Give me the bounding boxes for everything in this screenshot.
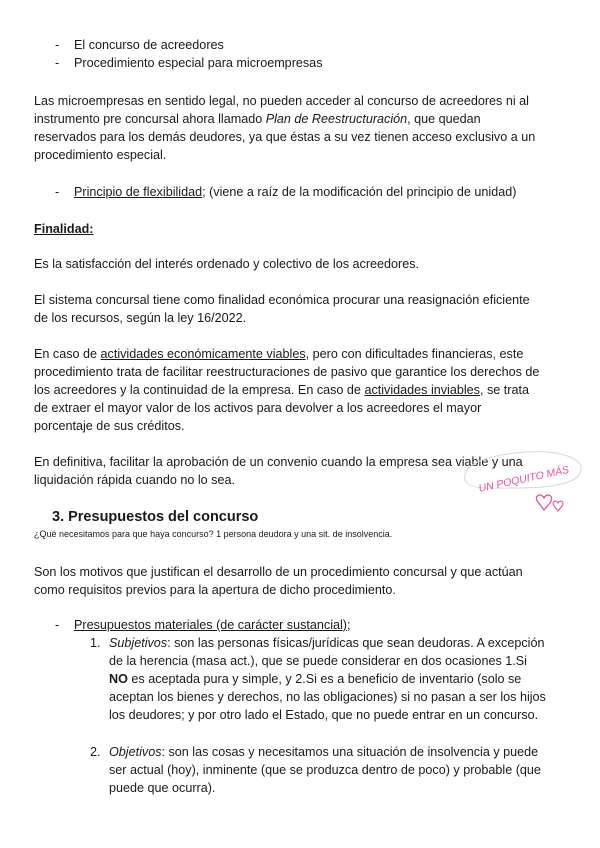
- handwritten-text: UN POQUITO MÁS: [477, 463, 571, 495]
- list-dash: -: [55, 56, 60, 70]
- list-dash: -: [55, 618, 60, 632]
- document-page: - El concurso de acreedores - Procedimiento especial para microempresas Las microempresas en sentido legal, no pueden acceder al concurso de acreedores ni al instrumento pre concursal ahora llamado Plan de Reestructuración, que quedan reservados para los demás deudores, ya que éstas a su vez tienen acceso exclusivo a un procedimiento especial. - Principio de flexibilidad; (viene a raíz de la modificación del principio de unidad) Finalidad: Es la satisfacción del interés ordenado y colectivo de los acreedores. El sistema concursal tiene como finalidad económica procurar una reasignación eficiente de los recursos, según la ley 16/2022. En caso de actividades económicamente viables, pero con dificultades financieras, este procedimiento trata de facilitar reestructuraciones de pasivo que garantice los derechos de los acreedores y la continuidad de la empresa. En caso de actividades inviables, se trata de extraer el mayor valor de los activos para devolver a los acreedores el mayor porcentaje de sus créditos. En definitiva, facilitar la aprobación de un convenio cuando la empresa sea viable y una liquidación rápida cuando no lo sea. UN POQUITO MÁS 3. Presupuestos del concurso ¿Qué necesitamos para que haya concurso? 1 persona deudora y una sit. de insolvencia. Son los motivos que justifican el desarrollo de un procedimiento concursal y que actúan como requisitos previos para la apertura de dicho procedimiento. - Presupuestos materiales (de carácter sustancial); 1. Subjetivos: son las personas físicas/jurídicas que sean deudoras. A excepción de la herencia (masa act.), que se puede considerar en dos ocasiones 1.Si NO es aceptada pura y simple, y 2.Si es a beneficio de inventario (solo se aceptan los bienes y derechos, no las obligaciones) si no pasan a ser los hijos los deudores; y por otro lado el Estado, que no puede entrar en un concurso. 2. Objetivos: son las cosas y necesitamos una situación de insolvencia y puede ser actual (hoy), inminente (que se produzca dentro de poco) y probable (que puede que ocurra).: [0, 0, 600, 848]
- list-item: El concurso de acreedores: [74, 38, 224, 52]
- list-dash: -: [55, 185, 60, 199]
- heart-icon: [536, 495, 563, 511]
- heading-finalidad: Finalidad:: [34, 222, 94, 236]
- list-item-presupuestos: Presupuestos materiales (de carácter sustancial);: [74, 618, 351, 632]
- section-subtitle: ¿Qué necesitamos para que haya concurso? 1 persona deudora y una sit. de insolvencia.: [34, 529, 393, 539]
- section-heading: 3. Presupuestos del concurso: [52, 509, 259, 525]
- list-item: Procedimiento especial para microempresas: [74, 56, 323, 70]
- list-dash: -: [55, 38, 60, 52]
- paragraph-satisfaccion: Es la satisfacción del interés ordenado y colectivo de los acreedores.: [34, 257, 420, 271]
- list-item-flexibilidad: Principio de flexibilidad; (viene a raíz de la modificación del principio de unidad): [74, 185, 517, 199]
- handwritten-note: [455, 440, 590, 530]
